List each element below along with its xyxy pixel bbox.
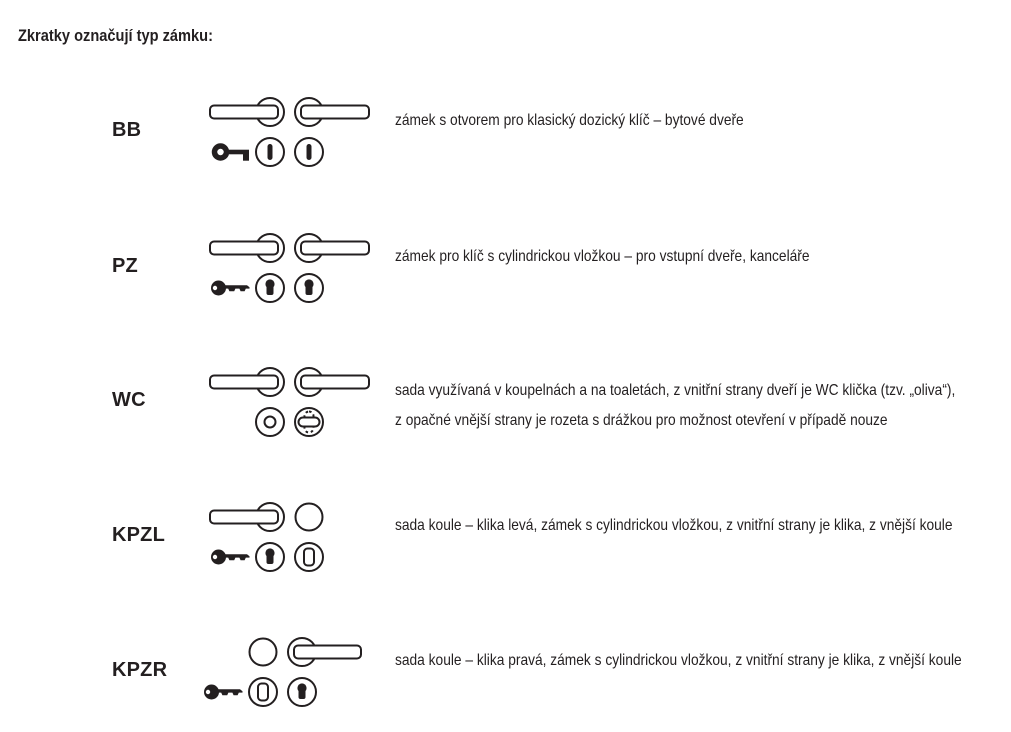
bb-lockset-icon [203, 90, 378, 175]
blind-rosette-icon [249, 678, 277, 706]
pz-lockset-icon [203, 226, 378, 311]
lock-desc-bb: zámek s otvorem pro klasický dozický klíč – bytové dveře [395, 112, 744, 129]
page-title: Zkratky označují typ zámku: [18, 26, 213, 45]
bit-key-icon [215, 146, 250, 161]
cylinder-key-icon [211, 281, 250, 296]
pz-keyhole-rosette-icon [256, 543, 284, 571]
lever-handle-right-icon [295, 234, 369, 262]
blind-rosette-icon [295, 543, 323, 571]
lever-handle-right-icon [295, 98, 369, 126]
knob-icon [250, 639, 277, 666]
lever-handle-right-icon [288, 638, 361, 666]
knob-icon [296, 504, 323, 531]
groove-rosette-icon [256, 408, 284, 436]
bb-keyhole-rosette-icon [295, 138, 323, 166]
lock-abbr-bb: BB [112, 119, 142, 141]
lock-desc-wc: sada využívaná v koupelnách a na toaletách, z vnitřní strany dveří je WC klička (tzv. „oliva“), z opačné vnější strany je rozeta s drážkou pro možnost otevření v případě nouze [395, 382, 956, 429]
lock-type-row-pz [0, 226, 1011, 311]
lock-abbr-wc: WC [112, 389, 146, 411]
lever-handle-right-icon [295, 368, 369, 396]
lock-desc-pz: zámek pro klíč s cylindrickou vložkou – pro vstupní dveře, kanceláře [395, 248, 810, 265]
lock-desc-kpzr: sada koule – klika pravá, zámek s cylindrickou vložkou, z vnitřní strany je klika, z vnější koule [395, 652, 962, 669]
pz-keyhole-rosette-icon [288, 678, 316, 706]
cylinder-key-icon [211, 550, 250, 565]
lock-abbr-kpzl: KPZL [112, 524, 166, 546]
lock-type-row-kpzl [0, 495, 1011, 580]
pz-keyhole-rosette-icon [256, 274, 284, 302]
lock-type-row-wc [0, 360, 1011, 445]
lock-desc-kpzl: sada koule – klika levá, zámek s cylindrickou vložkou, z vnitřní strany je klika, z vnější koule [395, 517, 953, 534]
cylinder-key-icon [204, 685, 243, 700]
lock-type-row-kpzr [0, 630, 1011, 715]
lock-type-row-bb [0, 90, 1011, 175]
pz-keyhole-rosette-icon [295, 274, 323, 302]
bb-keyhole-rosette-icon [256, 138, 284, 166]
lock-abbr-pz: PZ [112, 255, 138, 277]
lever-handle-left-icon [210, 368, 284, 396]
kpzr-lockset-icon [203, 630, 378, 715]
wc-lockset-icon [203, 360, 378, 445]
lever-handle-left-icon [210, 503, 284, 531]
lever-handle-left-icon [210, 234, 284, 262]
lock-abbr-kpzr: KPZR [112, 659, 168, 681]
lever-handle-left-icon [210, 98, 284, 126]
wc-turn-rosette-icon [295, 408, 323, 436]
kpzl-lockset-icon [203, 495, 378, 580]
